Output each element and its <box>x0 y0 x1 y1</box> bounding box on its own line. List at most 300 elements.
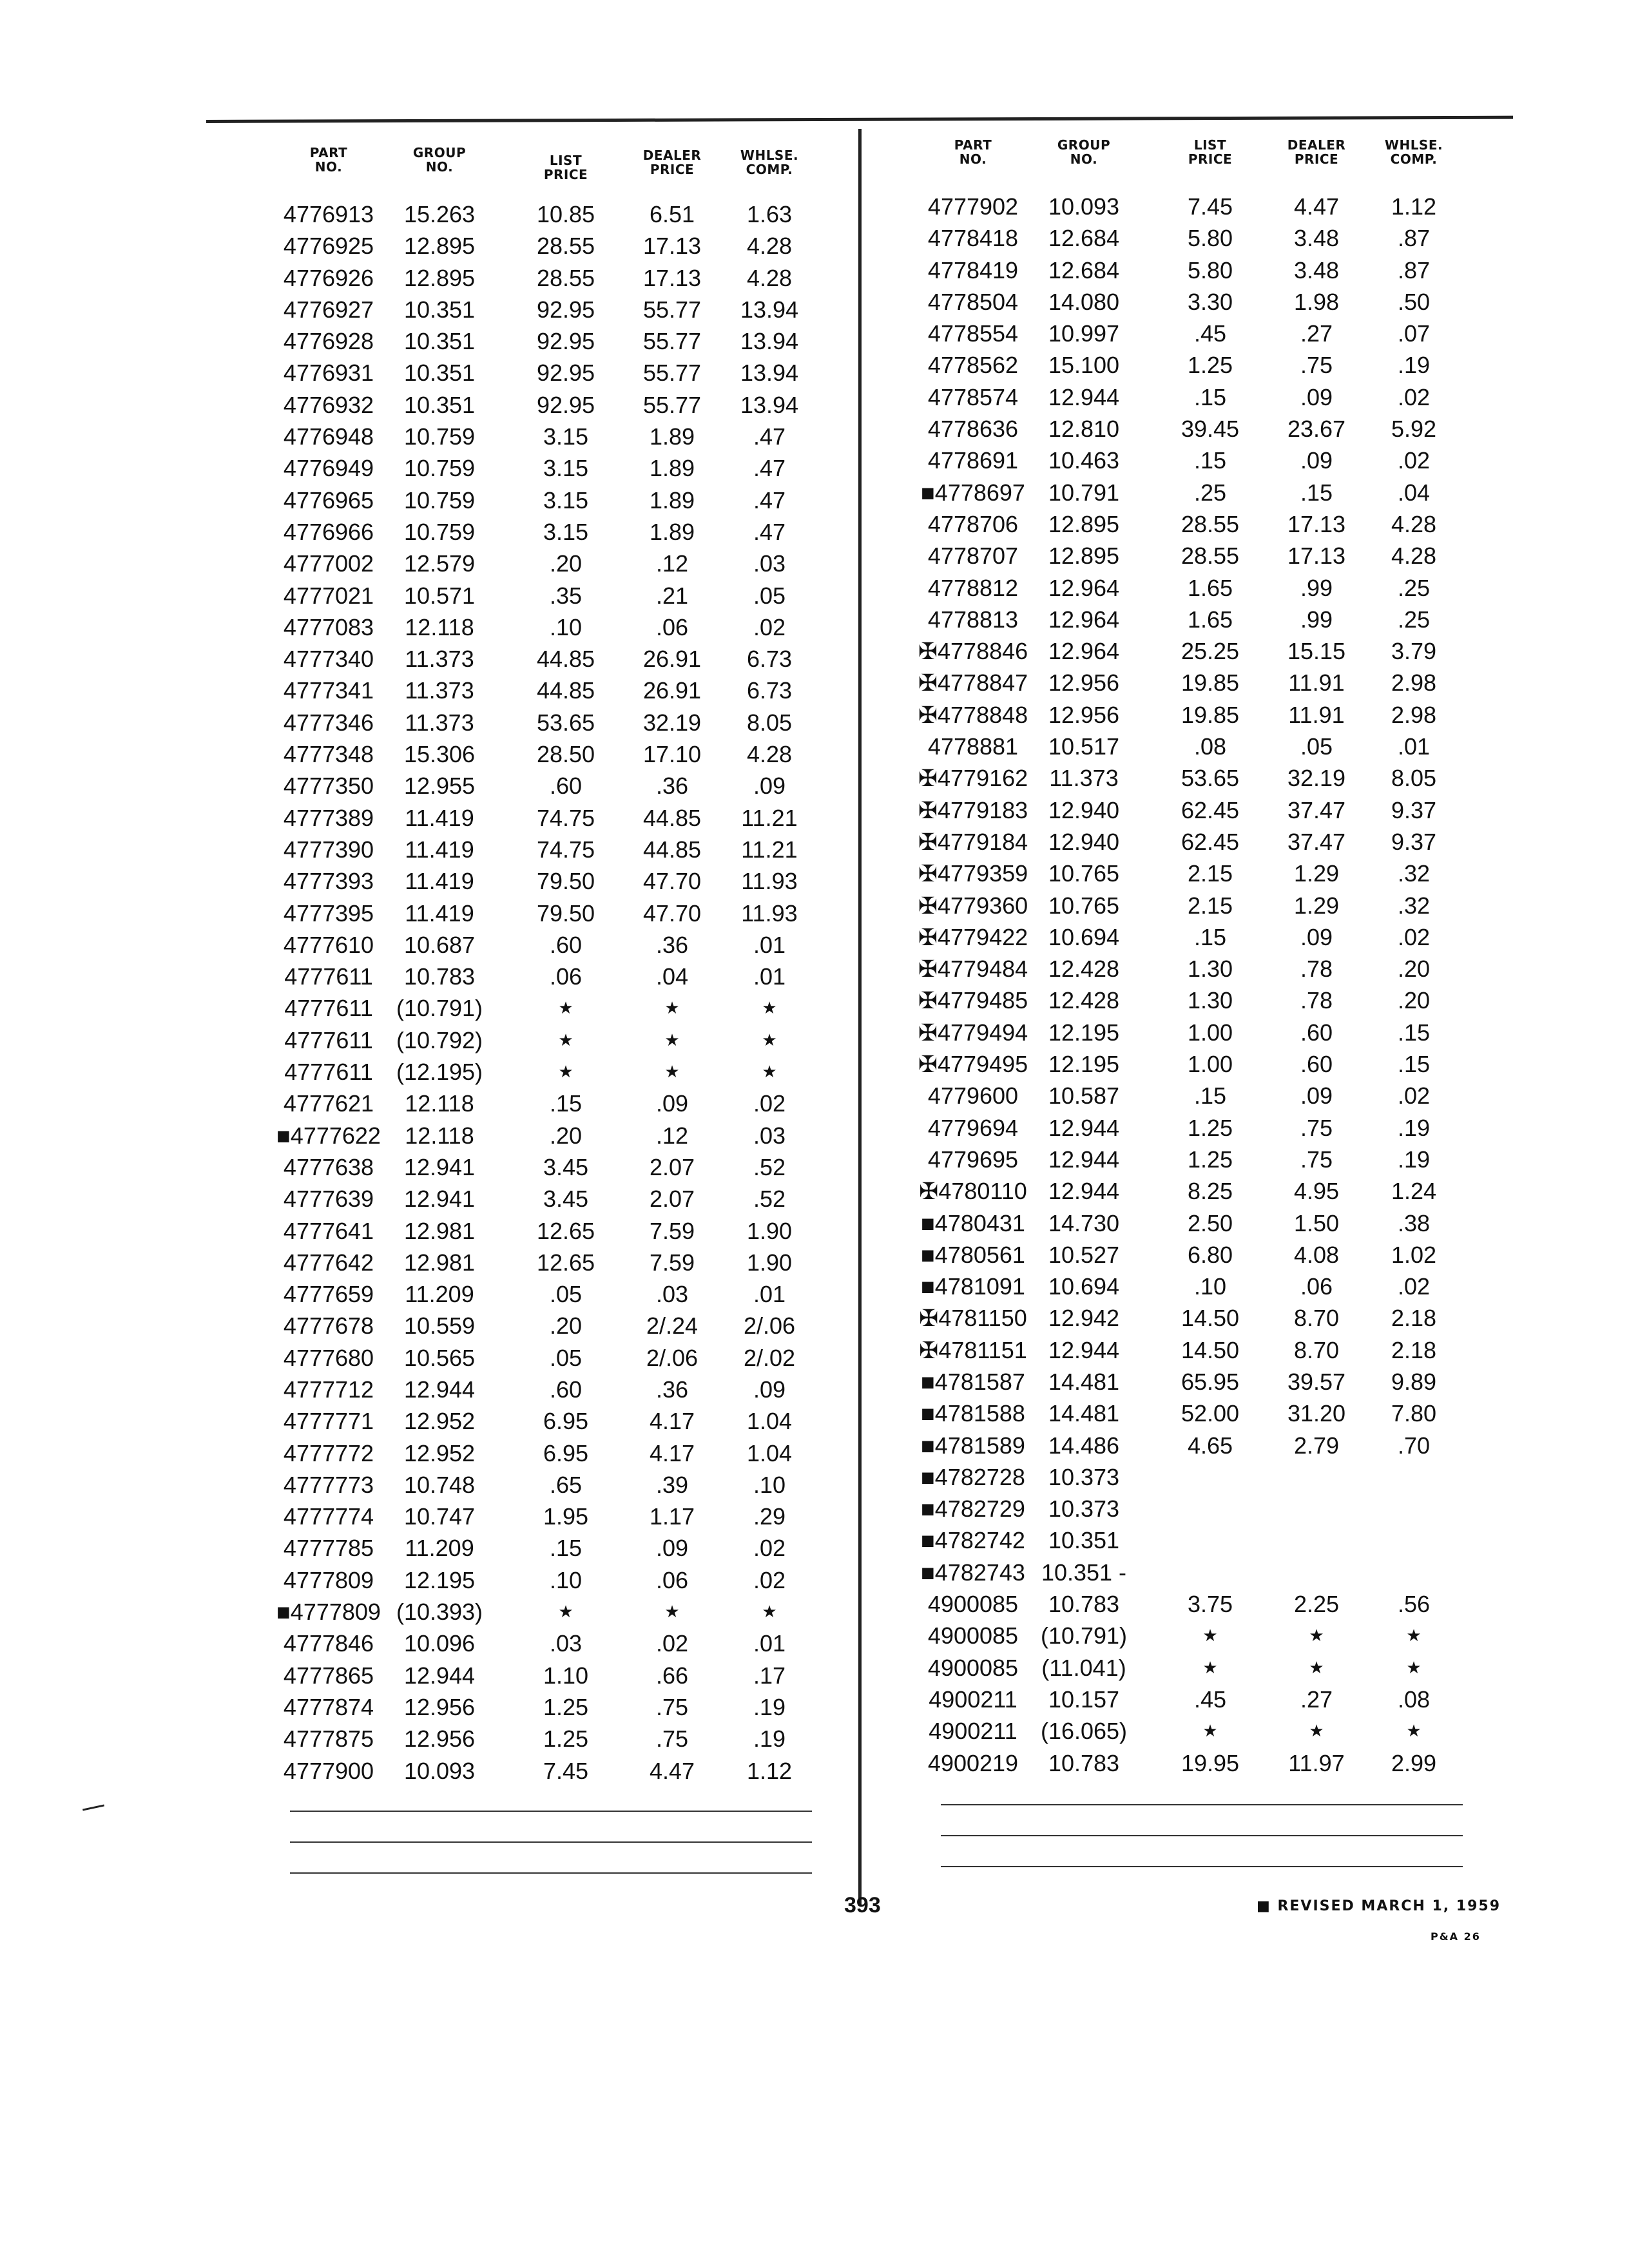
table-row <box>918 921 1489 953</box>
whlse-comp-cell: .19 <box>1397 1114 1431 1141</box>
list-price-cell: .10 <box>549 613 583 640</box>
group-no-cell: (11.041) <box>1041 1654 1126 1681</box>
list-price-cell: 92.95 <box>536 296 595 323</box>
group-no-cell: 12.944 <box>1048 1336 1120 1363</box>
group-no-cell: 10.096 <box>403 1630 476 1657</box>
part-no-cell: ✠4780110 <box>919 1178 1027 1205</box>
group-no-cell: 15.306 <box>403 741 476 768</box>
dealer-price-cell: ★ <box>664 1062 680 1082</box>
table-row <box>277 325 844 357</box>
whlse-comp-cell: 4.28 <box>746 264 793 291</box>
group-no-cell: 12.579 <box>403 550 476 577</box>
dealer-price-cell: .03 <box>655 1281 689 1308</box>
part-no-cell: 4778504 <box>927 288 1019 315</box>
list-price-cell: ★ <box>558 998 574 1018</box>
part-no-cell: 4777348 <box>283 741 374 768</box>
dealer-price-cell: .09 <box>1300 1082 1333 1110</box>
table-row <box>277 1310 844 1341</box>
list-price-cell: 39.45 <box>1181 416 1240 443</box>
dealer-price-cell: .06 <box>1300 1273 1333 1300</box>
dealer-price-cell: 17.10 <box>642 741 702 768</box>
whlse-comp-cell: ★ <box>1406 1721 1422 1741</box>
table-row <box>277 675 844 706</box>
table-row <box>921 1461 1489 1493</box>
table-row <box>918 794 1489 826</box>
whlse-comp-cell: .08 <box>1397 1686 1431 1713</box>
dealer-price-cell: 55.77 <box>642 296 702 323</box>
dealer-price-cell: .21 <box>655 582 689 609</box>
part-no-cell: 4777642 <box>283 1249 374 1276</box>
list-price-cell: 62.45 <box>1181 828 1240 855</box>
header-dealer-price: DEALER PRICE <box>1287 137 1346 167</box>
whlse-comp-cell: 2/.06 <box>743 1312 796 1340</box>
dealer-price-cell: 23.67 <box>1287 416 1346 443</box>
whlse-comp-cell: 1.63 <box>746 201 793 227</box>
group-no-cell: 11.373 <box>405 709 474 736</box>
table-row <box>921 1144 1489 1175</box>
table-row <box>921 445 1489 476</box>
part-no-cell: ■4781091 <box>921 1273 1025 1300</box>
group-no-cell: (10.791) <box>1040 1622 1128 1649</box>
whlse-comp-cell: .47 <box>753 518 786 545</box>
whlse-comp-cell: .56 <box>1397 1591 1431 1618</box>
header-group-no: GROUP NO. <box>1057 137 1111 167</box>
dealer-price-cell: .66 <box>655 1662 689 1689</box>
table-row <box>921 349 1489 381</box>
list-price-cell: ★ <box>558 1602 574 1622</box>
part-no-cell: 4777659 <box>283 1281 374 1308</box>
dealer-price-cell: 3.48 <box>1293 256 1340 284</box>
whlse-comp-cell: 6.73 <box>746 646 793 673</box>
table-row <box>921 1302 1489 1334</box>
whlse-comp-cell: .25 <box>1397 606 1431 633</box>
part-no-cell: 4778636 <box>927 416 1019 443</box>
dealer-price-cell: 1.89 <box>649 423 695 450</box>
table-row <box>277 580 844 611</box>
list-price-cell: 3.75 <box>1187 1591 1233 1618</box>
dealer-price-cell: ★ <box>1309 1626 1324 1646</box>
table-row <box>277 929 844 961</box>
group-no-cell: 10.759 <box>403 486 476 514</box>
dealer-price-cell: 26.91 <box>642 677 702 704</box>
group-no-cell: 10.783 <box>1048 1591 1120 1618</box>
table-row <box>921 731 1489 762</box>
part-no-cell: 4778813 <box>927 606 1019 633</box>
part-no-cell: ✠4779183 <box>918 796 1028 823</box>
group-no-cell: 10.351 <box>403 391 476 418</box>
whlse-comp-cell: 8.05 <box>1391 765 1437 792</box>
whlse-comp-cell: .09 <box>753 773 786 800</box>
group-no-cell: 12.895 <box>1048 510 1120 537</box>
dealer-price-cell: 11.97 <box>1288 1749 1345 1776</box>
dealer-price-cell: .99 <box>1300 606 1333 633</box>
whlse-comp-cell: .02 <box>1397 383 1431 410</box>
whlse-comp-cell: 4.28 <box>1391 543 1437 570</box>
part-no-cell: 4900085 <box>927 1654 1019 1681</box>
dealer-price-cell: .04 <box>655 963 689 990</box>
dealer-price-cell: ★ <box>1309 1721 1324 1741</box>
list-price-cell: 4.65 <box>1187 1432 1233 1459</box>
list-price-cell: 3.15 <box>543 455 589 482</box>
group-no-cell: 12.944 <box>403 1662 476 1689</box>
list-price-cell: 3.15 <box>543 423 589 450</box>
dealer-price-cell: 1.29 <box>1293 892 1340 919</box>
group-no-cell: 10.373 <box>1048 1463 1120 1490</box>
whlse-comp-cell: .38 <box>1397 1209 1431 1236</box>
whlse-comp-cell: .03 <box>753 550 786 577</box>
group-no-cell: 10.527 <box>1048 1241 1120 1268</box>
list-price-cell: ★ <box>1202 1626 1218 1646</box>
list-price-cell: ★ <box>1202 1657 1218 1677</box>
part-no-cell: 4777340 <box>283 646 374 673</box>
list-price-cell: 1.65 <box>1187 606 1233 633</box>
dealer-price-cell: .36 <box>655 931 689 958</box>
dealer-price-cell: .09 <box>655 1090 689 1117</box>
group-no-cell: 10.783 <box>1048 1749 1120 1776</box>
table-row <box>277 1056 844 1088</box>
dealer-price-cell: 37.47 <box>1287 796 1346 823</box>
dealer-price-cell: 2.25 <box>1293 1591 1340 1618</box>
list-price-cell: .10 <box>1193 1273 1227 1300</box>
table-row <box>277 1151 844 1183</box>
whlse-comp-cell: 4.28 <box>746 233 793 260</box>
group-no-cell: 14.080 <box>1048 288 1120 315</box>
table-row <box>277 1755 844 1787</box>
table-row <box>277 738 844 770</box>
list-price-cell: 92.95 <box>536 328 595 355</box>
whlse-comp-cell: 13.94 <box>740 296 799 323</box>
dealer-price-cell: .27 <box>1300 320 1333 347</box>
list-price-cell: 5.80 <box>1187 225 1233 252</box>
whlse-comp-cell: .01 <box>753 963 786 990</box>
table-row <box>921 540 1489 572</box>
table-row <box>277 1120 844 1151</box>
group-no-cell: 12.981 <box>403 1249 476 1276</box>
group-no-cell: 10.759 <box>403 518 476 545</box>
list-price-cell: 79.50 <box>536 868 595 895</box>
whlse-comp-cell: 2/.02 <box>743 1344 796 1371</box>
blank-rule <box>941 1866 1463 1867</box>
dealer-price-cell: ★ <box>1309 1657 1324 1677</box>
group-no-cell: 12.944 <box>1048 1178 1120 1205</box>
list-price-cell: 53.65 <box>1181 765 1240 792</box>
whlse-comp-cell: .10 <box>753 1471 786 1498</box>
whlse-comp-cell: 1.04 <box>746 1408 793 1435</box>
part-no-cell: ■4777622 <box>276 1122 381 1149</box>
group-no-cell: 12.944 <box>403 1376 476 1403</box>
list-price-cell: 19.95 <box>1181 1749 1240 1776</box>
list-price-cell: 3.15 <box>543 518 589 545</box>
dealer-price-cell: .05 <box>1300 733 1333 760</box>
part-no-cell: 4777389 <box>283 804 374 831</box>
list-price-cell: .05 <box>549 1281 583 1308</box>
group-no-cell: 10.747 <box>403 1503 476 1530</box>
part-no-cell: 4776949 <box>283 455 374 482</box>
dealer-price-cell: 47.70 <box>642 899 702 927</box>
part-no-cell: 4777773 <box>283 1471 374 1498</box>
list-price-cell: 1.00 <box>1187 1019 1233 1046</box>
whlse-comp-cell: .32 <box>1397 860 1431 887</box>
dealer-price-cell: 2.07 <box>649 1186 695 1213</box>
part-no-cell: 4778706 <box>927 510 1019 537</box>
group-no-cell: 12.118 <box>405 1090 474 1117</box>
list-price-cell: 74.75 <box>536 804 595 831</box>
whlse-comp-cell: .01 <box>753 1630 786 1657</box>
dealer-price-cell: .09 <box>655 1535 689 1562</box>
whlse-comp-cell: 13.94 <box>740 391 799 418</box>
part-no-cell: 4777610 <box>283 931 374 958</box>
whlse-comp-cell: 1.90 <box>746 1217 793 1244</box>
group-no-cell: 11.419 <box>405 836 474 863</box>
part-no-cell: 4777639 <box>283 1186 374 1213</box>
table-row <box>921 572 1489 604</box>
list-price-cell: 28.55 <box>1181 543 1240 570</box>
part-no-cell: 4777390 <box>283 836 374 863</box>
part-no-cell: 4779600 <box>927 1082 1019 1110</box>
dealer-price-cell: .15 <box>1300 479 1333 506</box>
part-no-cell: ■4781587 <box>921 1368 1025 1395</box>
whlse-comp-cell: .02 <box>1397 447 1431 474</box>
whlse-comp-cell: ★ <box>762 1602 777 1622</box>
list-price-cell: 6.95 <box>543 1439 589 1466</box>
table-row <box>921 1366 1489 1398</box>
part-no-cell: 4777874 <box>283 1693 374 1720</box>
group-no-cell: (16.065) <box>1040 1718 1128 1745</box>
table-row <box>277 898 844 929</box>
table-row <box>277 611 844 643</box>
list-price-cell: 1.25 <box>543 1693 589 1720</box>
dealer-price-cell: .75 <box>1300 1114 1333 1141</box>
dealer-price-cell: 55.77 <box>642 360 702 387</box>
right-price-table <box>918 137 1489 1779</box>
part-no-cell: 4777611 <box>284 1059 373 1086</box>
table-row <box>918 985 1489 1016</box>
whlse-comp-cell: .19 <box>1397 352 1431 379</box>
table-row <box>277 1660 844 1691</box>
part-no-cell: 4777621 <box>283 1090 374 1117</box>
dealer-price-cell: .27 <box>1300 1686 1333 1713</box>
group-no-cell: 10.351 <box>403 296 476 323</box>
part-no-cell: 4777785 <box>283 1535 374 1562</box>
whlse-comp-cell: .02 <box>753 1566 786 1593</box>
whlse-comp-cell: .70 <box>1397 1432 1431 1459</box>
list-price-cell: 52.00 <box>1181 1400 1240 1427</box>
list-price-cell: 14.50 <box>1181 1305 1240 1332</box>
group-no-cell: 12.895 <box>403 264 476 291</box>
part-no-cell: 4776931 <box>283 360 374 387</box>
list-price-cell: ★ <box>558 1030 574 1050</box>
table-row <box>277 1215 844 1247</box>
list-price-cell: .60 <box>549 1376 583 1403</box>
table-row <box>277 1532 844 1564</box>
list-price-cell: .15 <box>1193 1082 1227 1110</box>
list-price-cell: 1.10 <box>543 1662 589 1689</box>
group-no-cell: 11.373 <box>405 646 474 673</box>
list-price-cell: 28.50 <box>536 741 595 768</box>
group-no-cell: 10.783 <box>403 963 476 990</box>
list-price-cell: 7.45 <box>543 1757 589 1784</box>
part-no-cell: ■4782742 <box>921 1527 1025 1554</box>
part-no-cell: 4777083 <box>283 613 374 640</box>
part-no-cell: 4777021 <box>283 582 374 609</box>
dealer-price-cell: 17.13 <box>642 264 702 291</box>
part-no-cell: 4777350 <box>283 773 374 800</box>
part-no-cell: ■4780561 <box>921 1241 1025 1268</box>
page-number: 393 <box>844 1893 881 1917</box>
group-no-cell: 10.351 <box>403 360 476 387</box>
whlse-comp-cell: 11.93 <box>741 868 798 895</box>
dealer-price-cell: 11.91 <box>1288 701 1345 728</box>
table-row <box>277 865 844 897</box>
dealer-price-cell: 8.70 <box>1293 1305 1340 1332</box>
dealer-price-cell: 1.17 <box>649 1503 695 1530</box>
table-row <box>277 992 844 1024</box>
blank-rule <box>290 1872 812 1874</box>
part-no-cell: 4776925 <box>283 233 374 260</box>
whlse-comp-cell: 2.98 <box>1391 669 1437 697</box>
table-row <box>277 1278 844 1310</box>
group-no-cell: 12.810 <box>1048 416 1120 443</box>
part-no-cell: ✠4778846 <box>918 638 1028 665</box>
group-no-cell: 12.941 <box>403 1186 476 1213</box>
dealer-price-cell: ★ <box>664 998 680 1018</box>
list-price-cell: 1.25 <box>1187 352 1233 379</box>
dealer-price-cell: 17.13 <box>1287 543 1346 570</box>
group-no-cell: 10.694 <box>1048 1273 1120 1300</box>
whlse-comp-cell: .17 <box>753 1662 786 1689</box>
table-row <box>921 255 1489 286</box>
part-no-cell: ■4782728 <box>921 1463 1025 1490</box>
table-row <box>277 961 844 992</box>
group-no-cell: 12.684 <box>1048 225 1120 252</box>
part-no-cell: 4776928 <box>283 328 374 355</box>
part-no-cell: 4777611 <box>284 1026 373 1053</box>
list-price-cell: 19.85 <box>1181 701 1240 728</box>
table-row <box>277 1247 844 1278</box>
header-list-price: LIST PRICE <box>543 153 588 182</box>
part-no-cell: ✠4779484 <box>918 956 1028 983</box>
table-row <box>921 318 1489 349</box>
dealer-price-cell: 47.70 <box>642 868 702 895</box>
list-price-cell: 3.45 <box>543 1153 589 1180</box>
list-price-cell: 79.50 <box>536 899 595 927</box>
group-no-cell: 12.941 <box>403 1153 476 1180</box>
part-no-cell: ■4778697 <box>921 479 1025 506</box>
group-no-cell: (10.792) <box>396 1026 483 1053</box>
table-row <box>277 548 844 579</box>
blank-rule <box>290 1841 812 1843</box>
revised-note: ■ REVISED MARCH 1, 1959 <box>1257 1898 1501 1914</box>
right-table-rows <box>918 191 1489 1779</box>
part-no-cell: ■4782743 <box>921 1559 1025 1586</box>
list-price-cell: 44.85 <box>536 646 595 673</box>
dealer-price-cell: 11.91 <box>1288 669 1345 697</box>
list-price-cell: 2.15 <box>1187 860 1233 887</box>
list-price-cell: 3.30 <box>1187 288 1233 315</box>
table-row <box>921 191 1489 222</box>
whlse-comp-cell: ★ <box>762 1030 777 1050</box>
part-no-cell: 4900211 <box>929 1686 1017 1713</box>
part-no-cell: ✠4779485 <box>918 987 1028 1014</box>
group-no-cell: 10.565 <box>403 1344 476 1371</box>
list-price-cell: .06 <box>549 963 583 990</box>
list-price-cell: ★ <box>558 1062 574 1082</box>
list-price-cell: 14.50 <box>1181 1336 1240 1363</box>
header-part-no: PART NO. <box>309 145 348 175</box>
whlse-comp-cell: .25 <box>1397 574 1431 601</box>
whlse-comp-cell: 13.94 <box>740 360 799 387</box>
whlse-comp-cell: 7.80 <box>1391 1400 1437 1427</box>
dealer-price-cell: .75 <box>655 1693 689 1720</box>
table-row <box>921 413 1489 445</box>
list-price-cell: .20 <box>549 1122 583 1149</box>
whlse-comp-cell: .19 <box>1397 1146 1431 1173</box>
group-no-cell: 10.759 <box>403 455 476 482</box>
group-no-cell: 12.955 <box>403 773 476 800</box>
group-no-cell: 12.956 <box>1048 669 1120 697</box>
table-row <box>277 1596 844 1628</box>
whlse-comp-cell: .02 <box>753 1535 786 1562</box>
dealer-price-cell: .75 <box>1300 352 1333 379</box>
list-price-cell: .20 <box>549 1312 583 1340</box>
dealer-price-cell: .02 <box>655 1630 689 1657</box>
group-no-cell: 11.419 <box>405 868 474 895</box>
group-no-cell: 11.373 <box>405 677 474 704</box>
list-price-cell: 1.25 <box>543 1725 589 1753</box>
list-price-cell: 28.55 <box>1181 510 1240 537</box>
group-no-cell: 12.684 <box>1048 256 1120 284</box>
list-price-cell: 1.25 <box>1187 1114 1233 1141</box>
dealer-price-cell: 4.17 <box>649 1439 695 1466</box>
group-no-cell: 12.428 <box>1048 987 1120 1014</box>
header-whlse-comp: WHLSE. COMP. <box>740 148 799 177</box>
group-no-cell: 12.895 <box>1048 543 1120 570</box>
part-no-cell: 4777900 <box>283 1757 374 1784</box>
whlse-comp-cell: 11.21 <box>741 836 798 863</box>
part-no-cell: 4777680 <box>283 1344 374 1371</box>
dealer-price-cell: .78 <box>1300 956 1333 983</box>
dealer-price-cell: .09 <box>1300 447 1333 474</box>
list-price-cell: ★ <box>1202 1721 1218 1741</box>
list-price-cell: .15 <box>1193 447 1227 474</box>
table-row <box>921 1398 1489 1429</box>
table-row <box>918 826 1489 858</box>
table-row <box>918 1017 1489 1048</box>
table-row <box>921 604 1489 635</box>
group-no-cell: 11.419 <box>405 804 474 831</box>
dealer-price-cell: .12 <box>655 1122 689 1149</box>
list-price-cell: 25.25 <box>1181 638 1240 665</box>
table-row <box>921 1493 1489 1524</box>
whlse-comp-cell: 6.73 <box>746 677 793 704</box>
whlse-comp-cell: ★ <box>1406 1626 1422 1646</box>
blank-rule <box>290 1811 812 1812</box>
dealer-price-cell: .09 <box>1300 923 1333 950</box>
group-no-cell: 10.373 <box>1048 1495 1120 1523</box>
table-row <box>277 294 844 325</box>
table-row <box>921 1588 1489 1620</box>
dealer-price-cell: 6.51 <box>649 201 695 227</box>
list-price-cell: .10 <box>549 1566 583 1593</box>
dealer-price-cell: 4.17 <box>649 1408 695 1435</box>
table-row <box>277 230 844 262</box>
group-no-cell: 12.895 <box>403 233 476 260</box>
dealer-price-cell: 2.07 <box>649 1153 695 1180</box>
list-price-cell: 92.95 <box>536 391 595 418</box>
table-row <box>277 1088 844 1119</box>
part-no-cell: 4777393 <box>283 868 374 895</box>
list-price-cell: 6.95 <box>543 1408 589 1435</box>
